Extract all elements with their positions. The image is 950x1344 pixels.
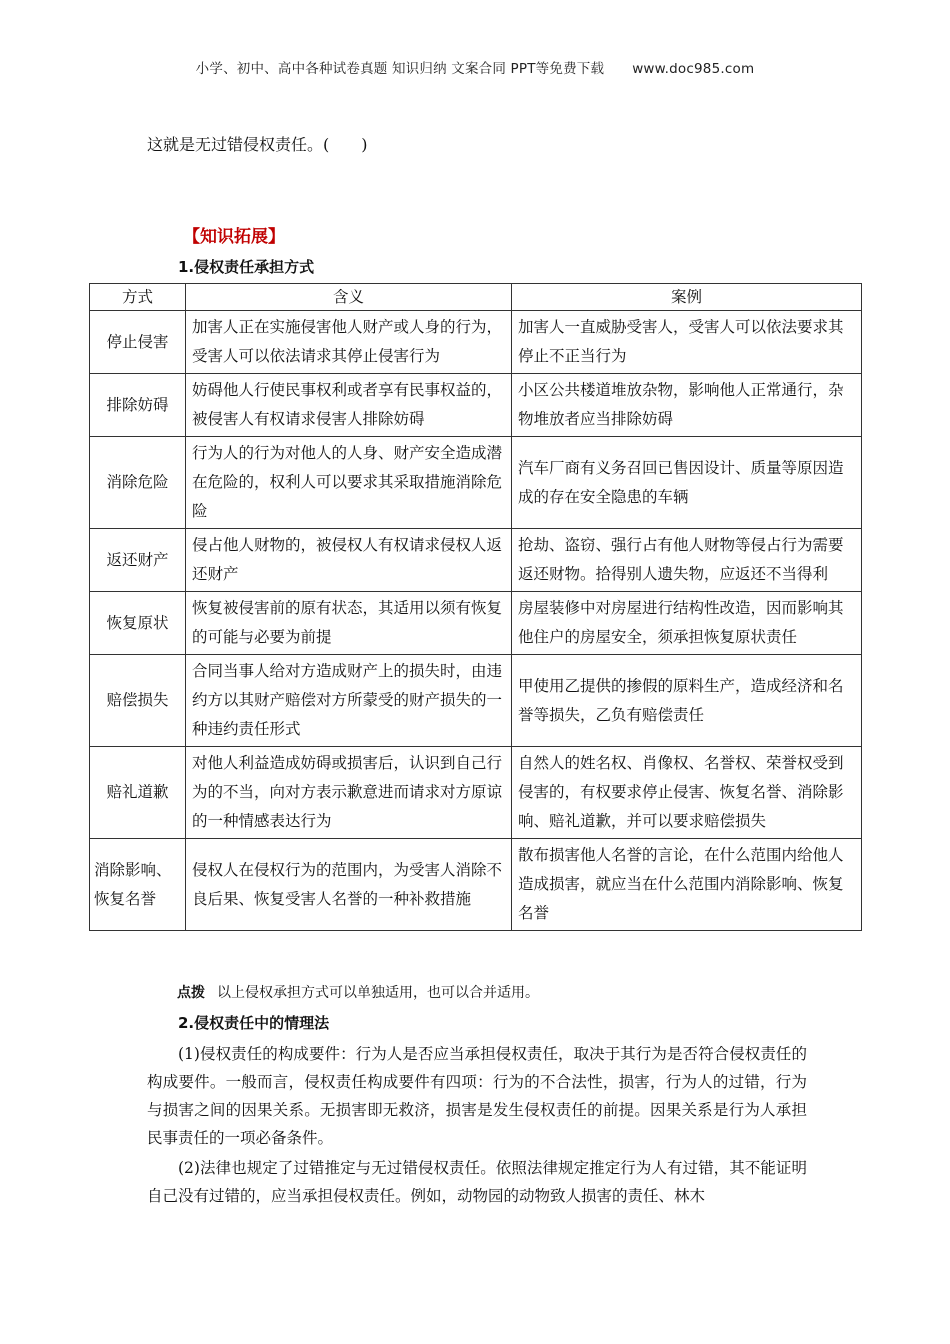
case-cell: 汽车厂商有义务召回已售因设计、质量等原因造成的存在安全隐患的车辆: [512, 437, 862, 529]
tip-label: 点拨: [177, 985, 205, 1001]
mode-cell: 停止侵害: [90, 311, 186, 374]
meaning-cell: 加害人正在实施侵害他人财产或人身的行为，受害人可以依法请求其停止侵害行为: [186, 311, 512, 374]
meaning-cell: 侵权人在侵权行为的范围内，为受害人消除不良后果、恢复受害人名誉的一种补救措施: [186, 839, 512, 931]
page-header: [0, 57, 950, 77]
table-row: [90, 437, 862, 529]
header-case: 案例: [512, 284, 862, 311]
intro-line: 这就是无过错侵权责任。( ): [147, 135, 368, 154]
paragraph-1: (1)侵权责任的构成要件：行为人是否应当承担侵权责任，取决于其行为是否符合侵权责任的构成要件。一般而言，侵权责任构成要件有四项：行为的不合法性，损害，行为人的过错，行为与损害之间的因果关系。无损害即无救济，损害是发生侵权责任的前提。因果关系是行为人承担民事责任的一项必备条件。: [147, 1045, 807, 1147]
header-url: www.doc985.com: [632, 61, 755, 77]
tip-text: 以上侵权承担方式可以单独适用，也可以合并适用。: [217, 985, 539, 1001]
case-cell: 房屋装修中对房屋进行结构性改造，因而影响其他住户的房屋安全，须承担恢复原状责任: [512, 592, 862, 655]
mode-cell: 恢复原状: [90, 592, 186, 655]
meaning-cell: 行为人的行为对他人的人身、财产安全造成潜在危险的，权利人可以要求其采取措施消除危险: [186, 437, 512, 529]
case-cell: 甲使用乙提供的掺假的原料生产，造成经济和名誉等损失，乙负有赔偿责任: [512, 655, 862, 747]
table-row: [90, 655, 862, 747]
table-row: [90, 374, 862, 437]
paragraph-2: (2)法律也规定了过错推定与无过错侵权责任。依照法律规定推定行为人有过错，其不能证明自己没有过错的，应当承担侵权责任。例如，动物园的动物致人损害的责任、林木: [147, 1159, 807, 1205]
case-cell: 抢劫、盗窃、强行占有他人财物等侵占行为需要返还财物。拾得别人遗失物，应返还不当得利: [512, 529, 862, 592]
table-row: [90, 311, 862, 374]
case-cell: 小区公共楼道堆放杂物，影响他人正常通行，杂物堆放者应当排除妨碍: [512, 374, 862, 437]
section-title: 【知识拓展】: [183, 227, 285, 247]
mode-cell: 消除危险: [90, 437, 186, 529]
mode-cell: 消除影响、恢复名誉: [90, 839, 186, 931]
case-cell: 自然人的姓名权、肖像权、名誉权、荣誉权受到侵害的，有权要求停止侵害、恢复名誉、消除影响、赔礼道歉，并可以要求赔偿损失: [512, 747, 862, 839]
meaning-cell: 恢复被侵害前的原有状态，其适用以须有恢复的可能与必要为前提: [186, 592, 512, 655]
meaning-cell: 合同当事人给对方造成财产上的损失时，由违约方以其财产赔偿对方所蒙受的财产损失的一种违约责任形式: [186, 655, 512, 747]
header-text: 小学、初中、高中各种试卷真题 知识归纳 文案合同 PPT等免费下载: [195, 61, 605, 77]
liability-table: [89, 283, 862, 931]
table-row: [90, 592, 862, 655]
subtitle-reason-law: 2.侵权责任中的情理法: [178, 1014, 330, 1032]
tip-note: [177, 982, 539, 1002]
mode-cell: 排除妨碍: [90, 374, 186, 437]
subtitle-liability-modes: 1.侵权责任承担方式: [178, 258, 315, 276]
table-header-row: [90, 284, 862, 311]
header-meaning: 含义: [186, 284, 512, 311]
mode-cell: 返还财产: [90, 529, 186, 592]
case-cell: 加害人一直威胁受害人，受害人可以依法要求其停止不正当行为: [512, 311, 862, 374]
table-row: [90, 747, 862, 839]
case-cell: 散布损害他人名誉的言论，在什么范围内给他人造成损害，就应当在什么范围内消除影响、恢复名誉: [512, 839, 862, 931]
mode-cell: 赔偿损失: [90, 655, 186, 747]
table-row: [90, 529, 862, 592]
meaning-cell: 妨碍他人行使民事权利或者享有民事权益的，被侵害人有权请求侵害人排除妨碍: [186, 374, 512, 437]
mode-cell: 赔礼道歉: [90, 747, 186, 839]
meaning-cell: 侵占他人财物的，被侵权人有权请求侵权人返还财产: [186, 529, 512, 592]
header-mode: 方式: [90, 284, 186, 311]
table-row: [90, 839, 862, 931]
meaning-cell: 对他人利益造成妨碍或损害后，认识到自己行为的不当，向对方表示歉意进而请求对方原谅的一种情感表达行为: [186, 747, 512, 839]
